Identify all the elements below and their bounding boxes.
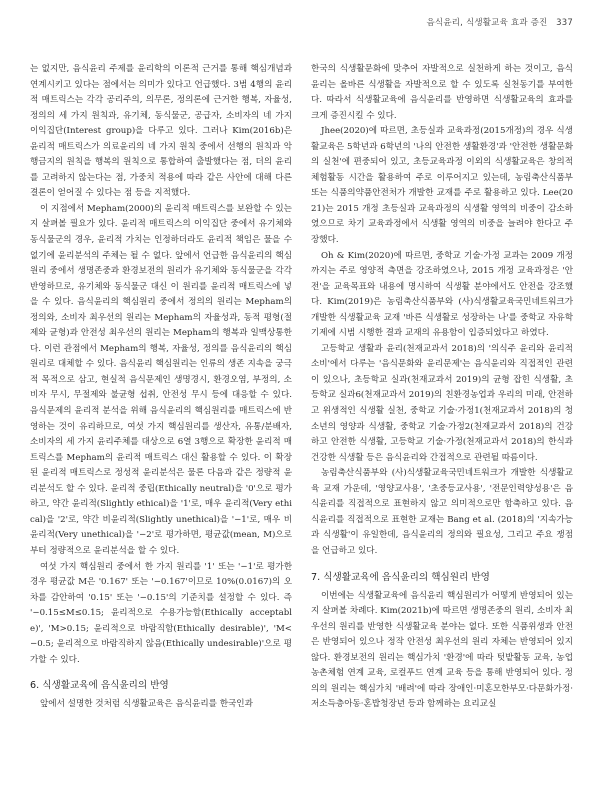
paragraph: 이번에는 식생활교육에 음식윤리 핵심원리가 어떻게 반영되어 있는지 살펴볼 차례다. Kim(2021b)에 따르면 생명존중의 원리, 소비자 최우선의 원리를 반영한 식생활교육 분야는 없다. 또한 식품위생과 안전은 반영되어 있으나 정작 안전성 최우선의 원리 자체는 반영되어 있지 않다. 환경보전의 원리는 핵심가치 '환경'에 따라 텃밭활동 교육, 농업농촌체험 연계 교육, 로컬푸드 연계 교육 등을 통해 반영되어 있다. 정의의 원리는 핵심가치 '배려'에 따라 장애인·미혼모한부모·다문화가정·저소득층아동·혼밥청장년 등과 함께하는 요리교실 [311, 590, 573, 710]
paragraph: 한국의 식생활문화에 맞추어 자발적으로 실천하게 하는 것이고, 음식윤리는 올바른 식생활을 자발적으로 할 수 있도록 실천동기를 부여한다. 따라서 식생활교육에 음식윤리를 반영하면 식생활교육의 효과를 크게 증진시킬 수 있다. [311, 64, 573, 121]
section-heading: 6. 식생활교육에 음식윤리의 반영 [30, 680, 169, 692]
section-heading: 7. 식생활교육에 음식윤리의 핵심원리 반영 [311, 571, 490, 583]
page-header [427, 16, 574, 28]
paragraph: Oh & Kim(2020)에 따르면, 중학교 기술·가정 교과는 2009 개정까지는 주로 영양적 측면을 강조하였으나, 2015 개정 교육과정은 '안전'을 교육목표와 내용에 명시하여 식생활 분야에서도 안전을 강조했다. Kim(2019)은 농림축산식품부와 (사)식생활교육국민네트워크가 개발한 식생활교육 교재 '바른 식생활로 성장하는 나'를 중학교 자유학기제에 시범 시행한 결과 교재의 유용함이 입증되었다고 하였다. [311, 250, 573, 339]
paragraph: 여섯 가지 핵심원리 중에서 한 가지 원리를 '1' 또는 '−1'로 평가한 경우 평균값 M은 '0.167' 또는 '−0.167'이므로 10%(0.0167)의 오차를 감안하여 '0.15' 또는 '−0.15'의 기준치를 설정할 수 있다. 즉 '−0.15≤M≤0.15; 윤리적으로 수용가능함(Ethically acceptable)', 'M>0.15; 윤리적으로 바람직함(Ethically desirable)', 'M<−0.5; 윤리적으로 바람직하지 않음(Ethically undesirable)'으로 평가할 수 있다. [30, 561, 292, 665]
running-title: 음식윤리, 식생활교육 효과 증진 [426, 18, 548, 28]
paragraph: 농림축산식품부와 (사)식생활교육국민네트워크가 개발한 식생활교육 교재 가운데, '영양교사용', '초중등교사용', '전문인력양성용'은 음식윤리를 직접적으로 표현하지 않고 의미적으로만 함축하고 있다. 음식윤리를 직접적으로 표현한 교재는 Bang et al. (2018)의 '지속가능과 식생활'이 유일한데, 음식윤리의 정의와 필요성, 그리고 주요 쟁점을 언급하고 있다. [311, 468, 573, 556]
paragraph: Jhee(2020)에 따르면, 초등실과 교육과정(2015개정)의 경우 식생활교육은 5학년과 6학년의 '나의 안전한 생활환경'과 '안전한 생활문화의 실천'에 편중되어 있고, 초등교육과정 이외의 식생활교육은 창의적 체험활동 시간을 활용하여 주로 이루어지고 있는데, 농림축산식품부 또는 식품의약품안전처가 개발한 교재를 주로 활용하고 있다. Lee(2021)는 2015 개정 초등실과 교육과정의 식생활 영역의 비중이 감소하였으므로 차기 교육과정에서 식생활 영역의 비중을 늘려야 한다고 주장했다. [311, 126, 573, 246]
paragraph: 앞에서 설명한 것처럼 식생활교육은 음식윤리를 한국인과 [40, 699, 253, 710]
left-column [30, 62, 292, 713]
right-column [311, 62, 573, 713]
paragraph: 이 지점에서 Mepham(2000)의 윤리적 매트릭스를 보완할 수 있는지 살펴볼 필요가 있다. 윤리적 매트릭스의 이익집단 중에서 유기체와 동식물군의 경우, 윤리적 가치는 인정하더라도 윤리적 책임은 물을 수 없기에 윤리분석의 주체는 될 수 없다. 앞에서 언급한 음식윤리의 핵심원리 중에서 생명존중과 환경보전의 원리가 유기체와 동식물군을 각각 반영하므로, 유기체와 동식물군 대신 이 원리를 윤리적 매트릭스에 넣을 수 있다. 음식윤리의 핵심원리 중에서 정의의 원리는 Mepham의 정의와, 소비자 최우선의 원리는 Mepham의 자율성과, 동적 평형(절제와 균형)과 안전성 최우선의 원리는 Mepham의 행복과 일맥상통한다. 이런 관점에서 Mepham의 행복, 자율성, 정의를 음식윤리의 핵심원리로 대체할 수 있다. 음식윤리 핵심원리는 인류의 생존 지속을 궁극적 목적으로 삼고, 현실적 음식문제인 생명경시, 환경오염, 부정의, 소비자 무시, 무절제와 불균형 섭취, 안전성 무시 등에 대응할 수 있다. 음식문제의 윤리적 분석을 위해 음식윤리의 핵심원리를 매트릭스에 반영하는 것이 유리하므로, 여섯 가지 핵심원리를 생산자, 유통/분배자, 소비자의 세 가지 윤리주체를 대상으로 6열 3행으로 확장한 윤리적 매트릭스를 Mepham의 윤리적 매트릭스 대신 활용할 수 있다. 이 확장된 윤리적 매트릭스로 정성적 윤리분석은 물론 다음과 같은 정량적 윤리분석도 할 수 있다. 윤리적 중립(Ethically neutral)을 '0'으로 평가하고, 약간 윤리적(Slightly ethical)을 '1'로, 매우 윤리적(Very ethical)을 '2'로, 약간 비윤리적(Slightly unethical)을 '−1'로, 매우 비윤리적(Very unethical)을 '−2'로 평가하면, 평균값(mean, M)으로부터 정량적으로 윤리분석을 할 수 있다. [30, 203, 292, 556]
paragraph: 는 없지만, 음식윤리 주제를 윤리학의 이론적 근거를 통해 핵심개념과 연계시키고 있다는 점에서는 의미가 있다고 언급했다. 3범 4행의 윤리적 매트릭스는 각각 공리주의, 의무론, 정의론에 근거한 행복, 자율성, 정의의 세 가지 원칙과, 유기체, 동식물군, 공급자, 소비자의 네 가지 이익집단(Interest group)을 다루고 있다. 그러나 Kim(2016b)은 윤리적 매트릭스가 의료윤리의 네 가지 원칙 중에서 선행의 원칙과 악행금지의 원칙을 행복의 원칙으로 통합하여 출발했다는 점, 더의 윤리를 고려하지 않는다는 점, 가중치 적용에 따라 같은 사안에 대해 다른 결론이 얻어질 수 있다는 점 등을 지적했다. [30, 64, 292, 199]
page-number: 337 [556, 18, 573, 28]
paragraph: 고등학교 생활과 윤리(천재교과서 2018)의 '의식주 윤리와 윤리적 소비'에서 다루는 '음식문화와 윤리문제'는 음식윤리와 직접적인 관련이 있으나, 초등학교 실과(천재교과서 2019)의 균형 잡힌 식생활, 초등학교 실과6(천재교과서 2019)의 친환경농업과 우리의 미래, 안전하고 위생적인 식생활 실천, 중학교 기술·가정1(천재교과서 2018)의 청소년의 영양과 식생활, 중학교 기술·가정2(천재교과서 2018)의 건강하고 안전한 식생활, 고등학교 기술·가정(천재교과서 2018)의 한식과 건강한 식생활 등은 음식윤리와 간접적으로 관련될 따름이다. [311, 343, 573, 463]
